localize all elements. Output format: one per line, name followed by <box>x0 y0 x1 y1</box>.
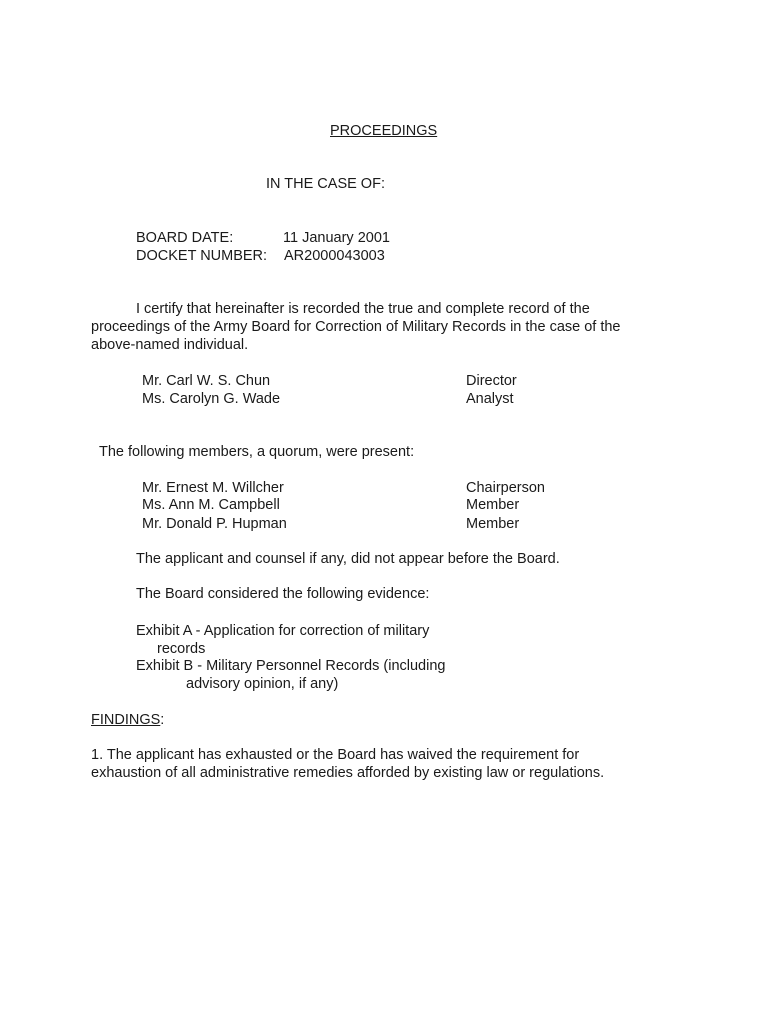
exhibit-b-line-1: Exhibit B - Military Personnel Records (including <box>136 658 446 674</box>
findings-heading-text: FINDINGS <box>91 712 161 728</box>
staff-role: Analyst <box>466 391 514 407</box>
quorum-statement: The following members, a quorum, were present: <box>99 444 415 460</box>
certification-line-2: proceedings of the Army Board for Correction of Military Records in the case of the <box>91 319 621 335</box>
member-role: Member <box>466 497 520 513</box>
member-role: Chairperson <box>466 480 545 496</box>
member-role: Member <box>466 516 520 532</box>
board-date-value: 11 January 2001 <box>283 230 390 246</box>
docket-number-value: AR2000043003 <box>284 248 385 264</box>
evidence-statement: The Board considered the following evidence: <box>136 586 430 602</box>
findings-heading-colon: : <box>160 712 165 728</box>
finding-1-line-1: 1. The applicant has exhausted or the Board has waived the requirement for <box>91 747 580 763</box>
staff-name: Mr. Carl W. S. Chun <box>142 373 271 389</box>
staff-role: Director <box>466 373 517 389</box>
case-heading: IN THE CASE OF: <box>266 176 385 192</box>
member-name: Mr. Donald P. Hupman <box>142 516 287 532</box>
exhibit-a-line-1: Exhibit A - Application for correction of military <box>136 623 430 639</box>
certification-line-3: above-named individual. <box>91 337 249 353</box>
finding-1-line-2: exhaustion of all administrative remedies afforded by existing law or regulations. <box>91 765 605 781</box>
board-date-label: BOARD DATE: <box>136 230 234 246</box>
appearance-statement: The applicant and counsel if any, did not appear before the Board. <box>136 551 560 567</box>
findings-heading <box>91 711 164 729</box>
docket-number-label: DOCKET NUMBER: <box>136 248 268 264</box>
exhibit-a-line-2: records <box>157 641 206 657</box>
certification-line-1: I certify that hereinafter is recorded the true and complete record of the <box>136 301 590 317</box>
member-name: Ms. Ann M. Campbell <box>142 497 280 513</box>
page-title: PROCEEDINGS <box>330 123 438 139</box>
exhibit-b-line-2: advisory opinion, if any) <box>186 676 339 692</box>
staff-name: Ms. Carolyn G. Wade <box>142 391 281 407</box>
member-name: Mr. Ernest M. Willcher <box>142 480 284 496</box>
